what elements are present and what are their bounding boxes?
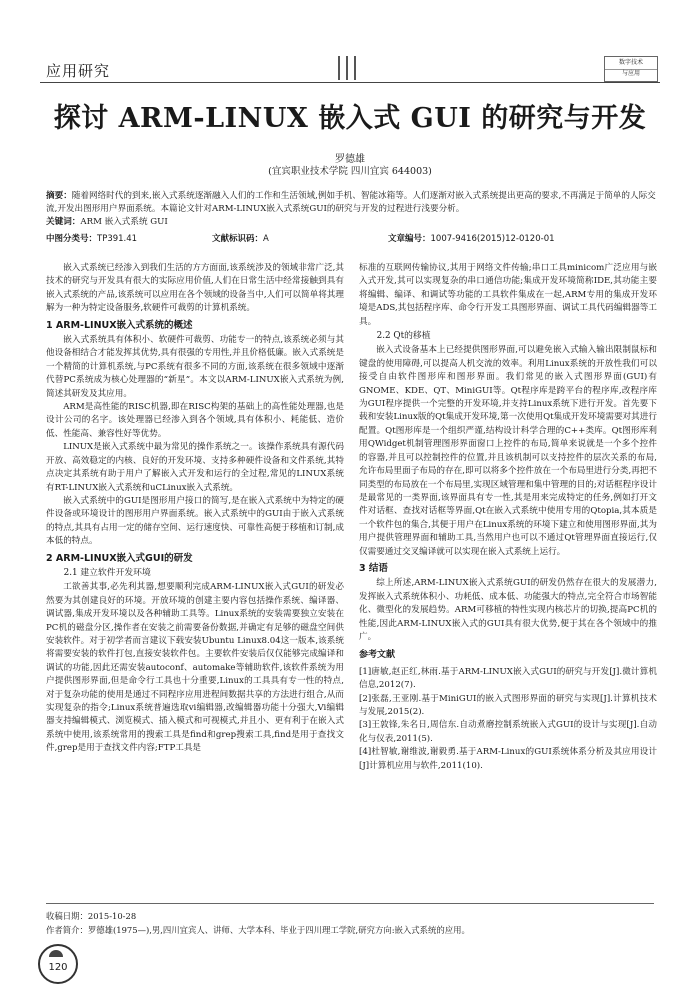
left-column [46, 262, 344, 756]
journal-badge-top: 数字技术 [618, 59, 643, 66]
received-date: 收稿日期：2015-10-28 [46, 911, 137, 921]
clc-number: 中图分类号：TP391.41 [46, 234, 138, 244]
reference-item: [3]王敦锋,朱名日,周信东.自动煮磨控制系统嵌入式GUI的设计与实现[J].自动化与仪表,2011(5). [359, 720, 657, 744]
article-number: 文章编号：1007-9416(2015)12-0120-01 [388, 234, 555, 244]
page-number-badge [38, 944, 78, 984]
body-paragraph: 嵌入式系统已经渗入到我们生活的方方面面,该系统涉及的领域非常广泛,其技术的研究与开发具有很大的实际应用价值,人们在日常生活中经常接触到具有嵌入式系统的产品,该系统可以应用在各个领域的设备当中,人们可以简单将其理解为一种为特定设备服务,软硬件可裁剪的计算机系统。 [46, 263, 344, 314]
journal-badge-bottom: 与应用 [605, 69, 657, 78]
header-divider [40, 82, 660, 83]
section-label: 应用研究 [46, 62, 111, 80]
keywords-label: 关键词： [46, 217, 81, 227]
body-paragraph: 嵌入式系统中的GUI是图形用户接口的简写,是在嵌入式系统中为特定的硬件设备或环境设计的图形用户界面系统。嵌入式系统中的GUI由于嵌入式系统的特点,其具有占用一定的储存空间、运行速度快、可靠性高便于移植和订制,成本低的特点。 [46, 495, 344, 547]
reference-item: [2]张磊,王亚刚.基于MiniGUI的嵌入式图形界面的研究与实现[J].计算机技术与发展,2015(2). [359, 693, 657, 717]
body-paragraph: 综上所述,ARM-LINUX嵌入式系统GUI的研发仍然存在很大的发展潜力,发挥嵌入式系统体积小、功耗低、成本低、功能强大的特点,完全符合市场智能化、微型化的发展趋势。ARM可移植的特性实现内核芯片的切换,提高PC机的性能,因此ARM-LINUX嵌入式的GUI具有很大优势,便于其在各个领域中的推广。 [359, 578, 657, 642]
subsection-heading: 2.1 建立软件开发环境 [63, 567, 151, 578]
reference-item: [1]唐敏,赵正红,林雨.基于ARM-LINUX嵌入式GUI的研究与开发[J].微计算机信息,2012(7). [359, 666, 657, 691]
reference-item: [4]杜智敏,谢维波,谢毅勇.基于ARM-Linux的GUI系统体系分析及其应用设计[J]计算机应用与软件,2011(10). [359, 747, 657, 771]
body-paragraph: 嵌入式系统具有体积小、软硬件可裁剪、功能专一的特点,该系统必须与其他设备相结合才能发挥其优势,具有很强的专用性,并且价格低廉。嵌入式系统是一个精简的计算机系统,与PC系统有很多不同的方面,该系统在很多领域中逐渐代替PC系统成为核心处理器的“新星”。本文以ARM-LINUX嵌入式系统为例,简述其研发及其应用。 [46, 335, 344, 399]
abstract-text: 随着网络时代的到来,嵌入式系统逐渐融入人们的工作和生活领域,例如手机、智能冰箱等。人们逐渐对嵌入式系统提出更高的要求,不再满足于简单的人际交流,开发出图形用户界面系统。本篇论文针对ARM-LINUX嵌入式系统GUI的研究与开发的过程进行浅要分析。 [46, 191, 656, 214]
abstract-label: 摘要： [46, 191, 72, 201]
journal-seal-icon [49, 950, 63, 957]
body-paragraph: 嵌入式设备基本上已经提供图形界面,可以避免嵌入式输入输出限制鼠标和键盘的使用障碍,可以提高人机交流的效率。利用Linux系统的开放性我们可以接受自由软件图形库和图形界面。我们常见的嵌入式图形界面(GUI)有GNOME、KDE、QT、MiniGUI等。Qt程序库是跨平台的程序库,改程序库为GUI程序提供一个完整的开发环境,并支持Linux系统下进行开发。首先要下载和安装Linux版的Qt集成开发环境,第一次使用Qt集成开发环境需要对其进行配置。Qt图形库是一个组织严谨,结构设计科学合理的C++类库。Qt图形库利用QWidget机制管理图形界面窗口上控件的布局,简单来说就是一个多个控件的容器,并且可以控制控件的位置,并且该机制可以支持控件的层次关系的布局,允许布局里面子布局的存在,即可以将多个控件放在一个布局里进行分类,再把不同类型的布局放在一个布局里,实现区域管理和集中管理的目的;对话框程序设计是最常见的一类界面,该界面具有专一性,其是用来完成特定的任务,例如打开文件对话框、查找对话框等界面,Qt在嵌入式系统中使用专用的Qtopia,其本质是一个软件包的集合,其便于用户在Linux系统的环境下建立和使用图形界面,其为用户提供管理界面和辅助工具,当然用户也可以不通过Qt管理界面直接运行,仅仅需要通过交叉编译就可以实现在嵌入式系统上运行。 [359, 345, 657, 557]
author-affiliation: (宜宾职业技术学院 四川宜宾 644003) [268, 166, 432, 177]
body-paragraph: ARM是高性能的RISC机器,即在RISC构架的基础上的高性能处理器,也是设计公司的名字。该处理器已经渗入到各个领域,具有体积小、耗能低、造价低、性能高、兼容性好等优势。 [46, 402, 344, 439]
right-column [359, 262, 657, 773]
header-bar-decoration [346, 56, 348, 80]
body-paragraph: 标准的互联网传输协议,其用于网络文件传输;串口工具minicom广泛应用与嵌入式开发,其可以实现复杂的串口通信功能;集成开发环境简称IDE,其功能主要将编辑、编译、和调试等功能的工具软件集成在一起,ARM专用的集成开发环境是ADS,其包括程序库、命令行开发工具图形界面、调试工具代码编辑器等工具。 [359, 263, 657, 327]
author-bio: 作者简介：罗德雄(1975—),男,四川宜宾人、讲师、大学本科、毕业于四川理工学院,研究方向:嵌入式系统的应用。 [46, 925, 470, 935]
page-number: 120 [48, 962, 68, 973]
header-bar-decoration [338, 56, 340, 80]
page-header [0, 0, 700, 100]
abstract [46, 190, 656, 229]
keywords-text: ARM 嵌入式系统 GUI [80, 217, 168, 227]
section-heading: 3 结语 [359, 562, 388, 574]
header-bar-decoration [354, 56, 356, 80]
section-heading: 2 ARM-LINUX嵌入式GUI的研发 [46, 552, 193, 564]
body-paragraph: LINUX是嵌入式系统中最为常见的操作系统之一。该操作系统具有源代码开放、高效稳定的内核、良好的开发环境、支持多种硬件设备和文件系统,其特点决定其系统有助于用户了解嵌入式开发和运行的全过程,常见的LINUX系统有RT-LINUX嵌入式系统和uCLinux嵌入式系统。 [46, 442, 344, 493]
document-code: 文献标识码：A [212, 234, 269, 244]
author-name: 罗德雄 [335, 154, 365, 165]
section-heading: 1 ARM-LINUX嵌入式系统的概述 [46, 319, 193, 331]
body-paragraph: 工欲善其事,必先利其器,想要顺利完成ARM-LINUX嵌入式GUI的研发必然要为其创建良好的环境。开放环境的创建主要内容包括操作系统、编译器、调试器,集成开发环境以及各种辅助工具等。Linux系统的安装需要独立安装在PC机的磁盘分区,操作者在安装之前需要备份数据,并确定有足够的磁盘空间供安装软件。对于初学者而言建议下载安装Ubuntu Linux8.04这一版本,该系统将需要安装的软件打包,直接安装软件包。主要软件安装后仅仅能够完成编译和调试的功能,因此还需安装autoconf、automake等辅助软件,该软件系统为用户提供图形界面,但是命令行工具也十分重要,Linux的工具具有专一性的特点,对于复杂功能的使用是通过不同程序应用进程间数据共享的方法进行组合,从而实现复杂的指令;Linux系统普遍选取vi编辑器,改编辑器功能十分强大,Vi编辑器支持编辑模式、浏览模式、插入模式和可视模式,并且小、更有利于在嵌入式系统中使用,该系统常用的搜索工具是find和grep搜索工具,find是用于查找文件,grep是用于查找文件内容;FTP工具是 [46, 582, 344, 754]
paper-title: 探讨 ARM-LINUX 嵌入式 GUI 的研究与开发 [53, 103, 647, 134]
journal-badge [604, 56, 658, 82]
subsection-heading: 2.2 Qt的移植 [376, 331, 431, 342]
references-list [359, 666, 657, 773]
references-heading: 参考文献 [359, 650, 396, 661]
footer-divider [46, 903, 654, 904]
